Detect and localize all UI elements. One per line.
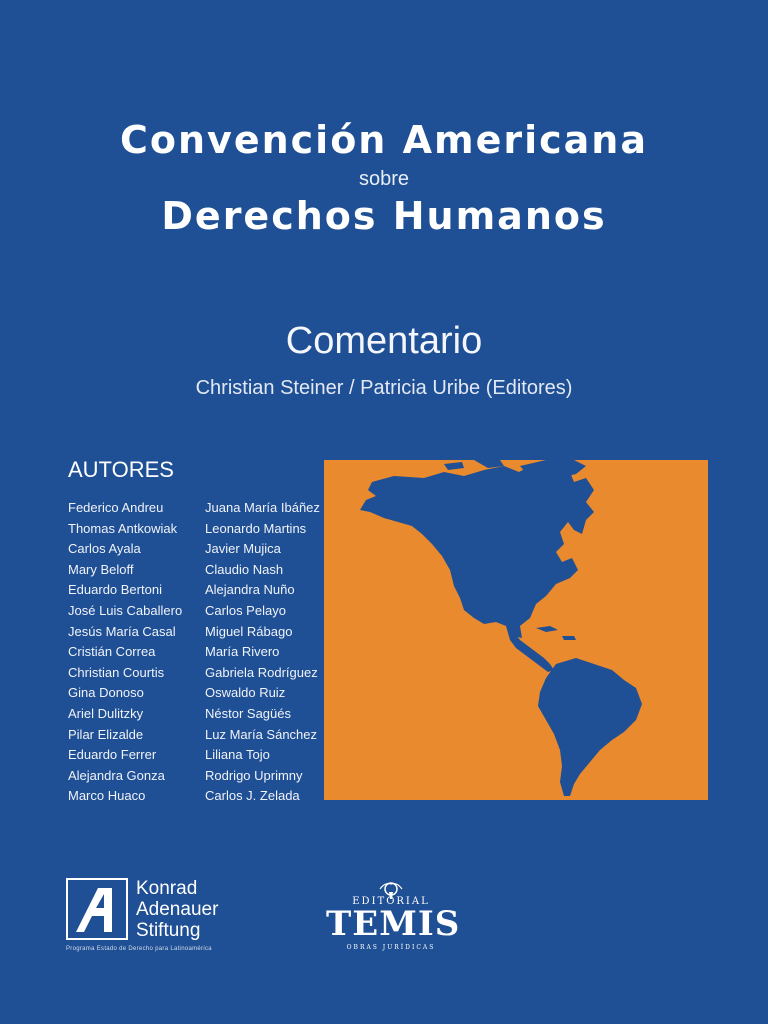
- author-name: Oswaldo Ruiz: [205, 685, 286, 701]
- author-name: Néstor Sagüés: [205, 705, 291, 721]
- author-name: Luz María Sánchez: [205, 726, 318, 742]
- authors-column-1: [68, 498, 182, 807]
- author-name: Rodrigo Uprimny: [205, 767, 303, 783]
- temis-subtitle: OBRAS JURÍDICAS: [346, 944, 436, 951]
- author-name: Gabriela Rodríguez: [205, 664, 318, 680]
- author-name: Thomas Antkowiak: [68, 520, 178, 536]
- editors: Christian Steiner / Patricia Uribe (Editores): [195, 377, 573, 399]
- author-name: José Luis Caballero: [68, 602, 183, 618]
- author-name: Miguel Rábago: [205, 623, 293, 639]
- author-name: Eduardo Ferrer: [68, 747, 157, 763]
- temis-name: TEMIS: [326, 904, 461, 944]
- author-name: María Rivero: [205, 644, 280, 660]
- author-name: Jesús María Casal: [68, 623, 176, 639]
- kas-line-1: Konrad: [136, 878, 198, 899]
- author-name: Alejandra Nuño: [205, 582, 295, 598]
- author-name: Pilar Elizalde: [68, 726, 144, 742]
- author-name: Javier Mujica: [205, 541, 281, 557]
- title-line-1: Convención Americana: [120, 118, 648, 162]
- kas-logo-icon: [66, 878, 128, 940]
- temis-editorial: EDITORIAL: [352, 896, 430, 907]
- kas-line-3: Stiftung: [136, 920, 201, 941]
- subtitle: Comentario: [285, 320, 483, 362]
- authors-heading: AUTORES: [68, 457, 174, 482]
- author-name: Carlos J. Zelada: [205, 788, 300, 804]
- author-name: Marco Huaco: [68, 788, 146, 804]
- author-name: Cristián Correa: [68, 644, 156, 660]
- title-line-3: Derechos Humanos: [161, 194, 607, 238]
- author-name: Federico Andreu: [68, 500, 164, 515]
- americas-map-icon: [324, 460, 708, 800]
- author-name: Claudio Nash: [205, 561, 284, 577]
- author-name: Leonardo Martins: [205, 520, 307, 536]
- author-name: Alejandra Gonza: [68, 767, 165, 783]
- kas-program: Programa Estado de Derecho para Latinoamérica: [66, 946, 212, 952]
- author-name: Christian Courtis: [68, 664, 165, 680]
- author-name: Ariel Dulitzky: [68, 705, 144, 721]
- americas-map: [324, 460, 708, 800]
- kas-line-2: Adenauer: [136, 899, 219, 920]
- author-name: Juana María Ibáñez: [205, 500, 320, 515]
- title-line-2: sobre: [358, 168, 410, 190]
- kas-name: [136, 878, 218, 941]
- author-name: Eduardo Bertoni: [68, 582, 162, 598]
- author-name: Gina Donoso: [68, 685, 144, 701]
- author-name: Carlos Ayala: [68, 541, 141, 557]
- author-name: Liliana Tojo: [205, 747, 270, 763]
- author-name: Mary Beloff: [68, 561, 134, 577]
- authors-column-2: [205, 498, 320, 807]
- author-name: Carlos Pelayo: [205, 602, 286, 618]
